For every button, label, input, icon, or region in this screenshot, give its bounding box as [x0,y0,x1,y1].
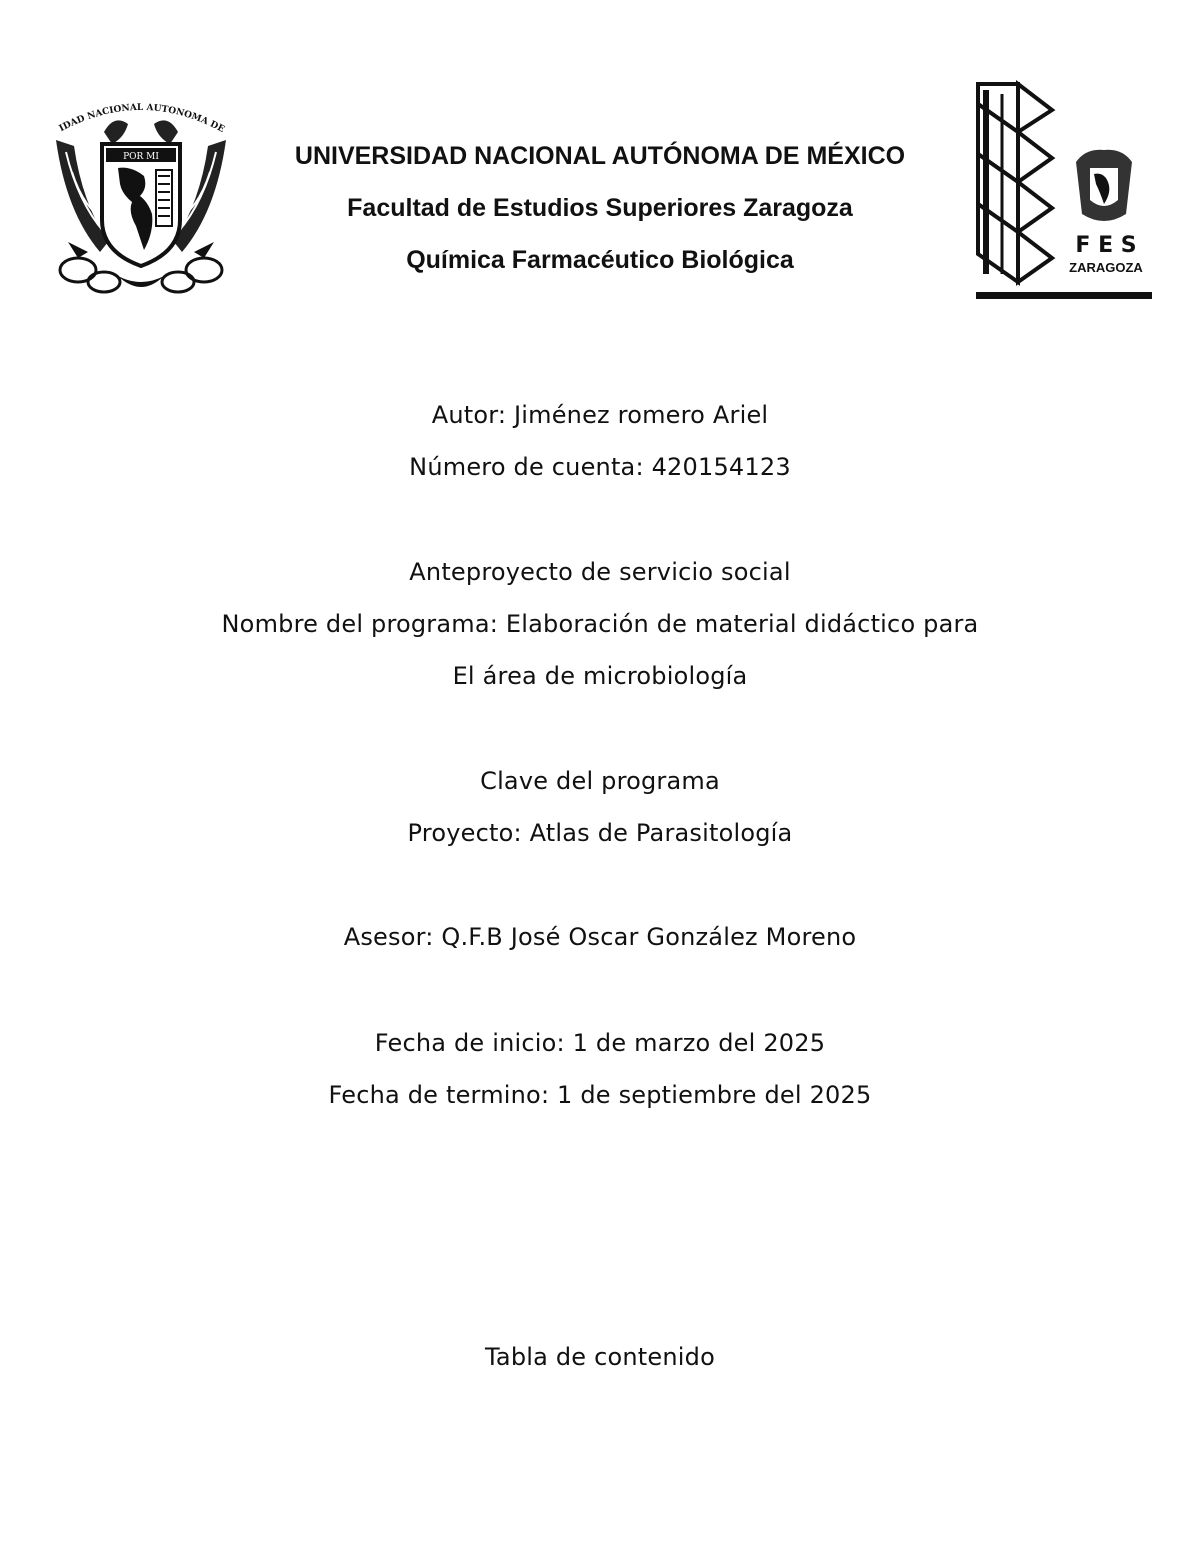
project-type-line: Anteproyecto de servicio social [409,558,791,586]
end-date-line: Fecha de termino: 1 de septiembre del 2025 [328,1081,872,1109]
fes-logo-line2: ZARAGOZA [1069,260,1143,275]
unam-coat-of-arms-icon [48,92,234,298]
fes-logo-line1: F E S [1075,233,1137,258]
author-line: Autor: Jiménez romero Ariel [431,401,769,429]
advisor-line: Asesor: Q.F.B José Oscar González Moreno [343,923,857,951]
unam-ring-text: IDAD NACIONAL AUTONOMA DE [57,102,227,136]
program-key-line: Clave del programa [480,767,720,795]
start-date-line: Fecha de inicio: 1 de marzo del 2025 [374,1029,826,1057]
career-name: Química Farmacéutico Biológica [406,246,794,274]
fes-zaragoza-logo-icon [972,74,1154,300]
program-name-continuation: El área de microbiología [452,662,748,690]
table-of-contents-title: Tabla de contenido [485,1343,715,1371]
svg-text:POR MI: POR MI [123,152,159,162]
program-name-line: Nombre del programa: Elaboración de material didáctico para [221,610,979,638]
account-number-line: Número de cuenta: 420154123 [409,453,791,481]
university-name: UNIVERSIDAD NACIONAL AUTÓNOMA DE MÉXICO [294,142,906,170]
project-line: Proyecto: Atlas de Parasitología [407,819,793,847]
svg-text:UNIVERSIDAD NACIONAL AUTONOMA [48,92,226,135]
faculty-name: Facultad de Estudios Superiores Zaragoza [347,194,853,222]
